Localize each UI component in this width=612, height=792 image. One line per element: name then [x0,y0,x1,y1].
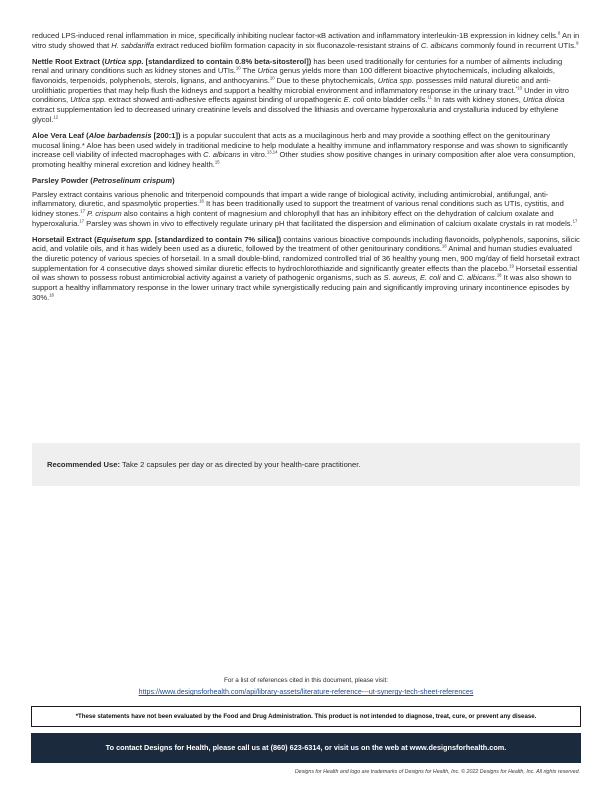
horsetail-heading [32,235,281,244]
text: is a popular succulent that acts as a mucilaginous herb and may provide a soothing effect on the genitourinary mucosal lining.* Aloe has been used widely in traditional medicine to help modulate a healthy immune and inflammatory response and was shown to significantly increase cell viability of infected macrophages with [32,130,568,160]
text: extract reduced biofilm formation capacity in six fluconazole-resistant strains of [154,40,421,50]
text: Other studies show positive changes in urinary composition after aloe vera consumption, promoting healthy mineral excretion and kidney health. [32,150,576,169]
citation: 16 [199,198,204,204]
text: Urtica spp. [70,95,107,105]
text: Parsley extract contains various phenolic and triterpenoid compounds that impart a wide range of biological activity, including antimicrobial, antifungal, anti-inflammatory, diuretic, and spasmolytic properties. [32,189,549,209]
aloe-paragraph [32,131,580,170]
citation: 15 [214,159,220,165]
text: Petroselinum crispum [92,176,173,186]
text: Nettle Root Extract ( [32,56,105,66]
text: and [440,273,458,283]
text: . [494,273,497,283]
citation: 19 [509,263,514,269]
recommended-use-instructions: Take 2 capsules per day or as directed by your health-care practitioner. [120,460,361,469]
citation: 18 [441,243,447,249]
recommended-use-text [47,460,360,469]
text: Aloe barbadensis [88,130,152,140]
text: C. albicans [457,273,495,283]
citation: 11 [427,94,432,100]
text: genus yields more than 100 different bioactive phytochemicals, including alkaloids, flavonoids, terpenoids, polyphenols, sterols, lignans, and anthocyanins. [32,66,555,86]
fda-disclaimer: *These statements have not been evaluated by the Food and Drug Administration. This product is not intended to diagnose, treat, cure, or prevent any disease. [31,706,581,727]
citation: 10 [269,75,275,81]
contact-banner: To contact Designs for Health, please call us at (860) 623-6314, or visit us on the web at www.designsforhealth.com. [31,733,581,763]
text: Parsley Powder ( [32,176,93,186]
text: Equisetum spp. [96,234,153,244]
text: [standardized to contain 0.8% beta-sitosterol]) [143,56,312,66]
text: ) [172,176,175,186]
citation: 8 [558,30,561,36]
text: commonly found in recurrent UTIs. [458,40,577,50]
text: extract showed anti-adhesive effects against binding of uropathogenic [106,95,344,105]
nettle-heading [32,57,311,66]
text: Urtica spp. [104,56,144,66]
text: extract supplementation led to decreased urinary creatinine levels and dissolved the lithiasis and overcame hyperoxaluria and crystalluria induced by ethylene glycol. [32,105,559,124]
text: S. aureus, E. coli [383,273,441,283]
text: Urtica dioica [522,95,565,105]
text: Due to these phytochemicals, [274,76,378,86]
citation: 17 [80,208,85,214]
text: It has been traditionally used to support the treatment of various renal conditions such as UTIs, cystitis, and kidney stones. [32,199,564,218]
aloe-heading [32,131,181,140]
text: C. albicans [203,150,241,160]
text: [200:1]) [151,130,181,140]
parsley-paragraph [32,190,580,229]
text: It was also shown to support a healthy inflammatory response in the lower urinary tract while synergistically reducing pain and significantly improving urinary incontinence episodes by 30%. [32,273,572,302]
text: The [240,66,258,76]
text: Horsetail essential oil was shown to possess robust antimicrobial activity against a variety of pathogenic organisms, such as [32,263,578,283]
text: E. coli [343,95,365,105]
citation: 18 [496,272,502,278]
trademark-notice: Designs for Health and logo are trademarks of Designs for Health, Inc. © 2022 Designs for Health, Inc. All rights reserved. [294,769,580,775]
text: [standardized to contain 7% silica]) [152,234,282,244]
document-body [32,31,580,307]
intro-paragraph [32,31,580,50]
text: Horsetail Extract ( [32,234,97,244]
references-intro: For a list of references cited in this document, please visit: [223,677,389,684]
text: contains various bioactive compounds including flavonoids, polyphenols, saponins, silicic acid, and volatile oils, and it has widely been used as a diuretic, followed by the treatment of other genitourinary conditions. [32,234,580,254]
recommended-use-box [32,443,580,486]
text: H. sabdariffa [111,40,155,50]
text: in vitro. [240,150,267,160]
text: C. albicans [420,40,459,50]
text: possesses mild natural diuretic and anti-urolithiatic properties that may help flush the kidneys and support a healthy microbial environment and inflammatory response in the urinary tract. [32,76,551,95]
horsetail-paragraph [32,235,580,303]
parsley-heading [32,176,580,186]
citation: *10 [515,85,522,91]
text: has been used traditionally for centuries for a number of ailments including renal and urinary conditions such as kidney stones and UTIs. [32,56,563,76]
text: Aloe Vera Leaf ( [32,130,89,140]
citation: 17 [79,218,85,224]
citation: 10 [235,65,241,71]
citation: 9 [576,40,579,46]
citation: 18 [49,292,54,298]
text: Under in vitro conditions, [32,85,569,105]
text: onto bladder cells. [364,95,428,105]
text: Urtica [257,66,278,76]
citation: 13,14 [266,149,278,155]
text: reduced LPS-induced renal inflammation in mice, specifically inhibiting nuclear factor-κB activation and inflammatory interleukin-1B expression in kidney cells. [32,31,559,40]
citation: 12 [53,114,59,120]
text: P. crispum [84,209,122,218]
text: Animal and human studies evaluated the diuretic potency of various species of horsetail. In a small double-blind, randomized controlled trial of 36 healthy young men, 900 mg/day of field horsetail extract supplementation for 4 consecutive days showed similar diuretic effects to hydrochlorothiazide and significantly greater effects than the placebo. [32,244,580,273]
text: Urtica spp. [377,76,414,86]
text: In rats with kidney stones, [431,95,523,105]
nettle-paragraph [32,57,580,125]
text: An in vitro study showed that [32,31,580,50]
references-link[interactable]: https://www.designsforhealth.com/api/library-assets/literature-reference---ut-synergy-tech-sheet-references [138,688,474,696]
citation: 17 [572,218,578,224]
text: Parsley was shown in vivo to effectively regulate urinary pH that facilitated the dispersion and elimination of calcium oxalate crystals in rat models. [84,218,573,228]
recommended-use-label: Recommended Use: [47,460,121,469]
text: also contains a high content of magnesium and chlorophyll that has an inhibitory effect on the dehydration of calcium oxalate and hyperoxaluria. [32,209,554,228]
